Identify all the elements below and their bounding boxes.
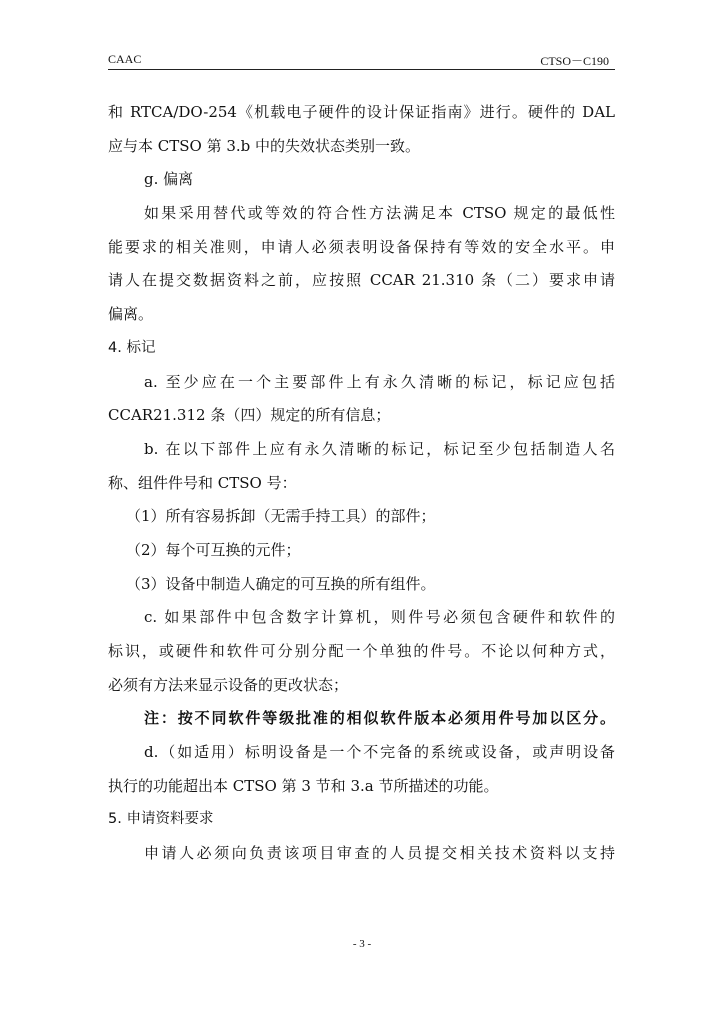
section-heading-application-data: 5. 申请资料要求 — [108, 811, 214, 828]
page-number: - 3 - — [352, 938, 372, 950]
section-heading-marking: 4. 标记 — [108, 339, 156, 356]
body-line: 必须有方法来显示设备的更改状态； — [108, 675, 349, 694]
body-line: c. 如果部件中包含数字计算机，则件号必须包含硬件和软件的 — [144, 608, 615, 627]
header-doc-id: CTSO－C190 — [540, 54, 609, 68]
body-line: 能要求的相关准则，申请人必须表明设备保持有等效的安全水平。申 — [108, 237, 615, 256]
body-line: 申请人必须向负责该项目审查的人员提交相关技术资料以支持 — [144, 844, 615, 863]
body-line: d.（如适用）标明设备是一个不完备的系统或设备，或声明设备 — [144, 743, 615, 762]
list-item: （3）设备中制造人确定的可互换的所有组件。 — [126, 574, 436, 593]
body-line: 偏离。 — [108, 305, 154, 324]
body-line: 应与本 CTSO 第 3.b 中的失效状态类别一致。 — [108, 136, 421, 155]
body-line: CCAR21.312 条（四）规定的所有信息； — [108, 406, 391, 425]
note-line: 注：按不同软件等级批准的相似软件版本必须用件号加以区分。 — [144, 709, 615, 728]
body-line: 和 RTCA/DO-254《机载电子硬件的设计保证指南》进行。硬件的 DAL — [108, 103, 615, 121]
header-org-label: CAAC — [108, 52, 142, 66]
body-line: 请人在提交数据资料之前，应按照 CCAR 21.310 条（二）要求申请 — [108, 271, 615, 290]
page-header — [108, 52, 615, 68]
body-line: 称、组件件号和 CTSO 号： — [108, 473, 297, 492]
list-item: （1）所有容易拆卸（无需手持工具）的部件； — [126, 507, 436, 526]
body-line: 标识，或硬件和软件可分别分配一个单独的件号。不论以何种方式， — [108, 642, 615, 660]
body-line: a. 至少应在一个主要部件上有永久清晰的标记，标记应包括 — [144, 372, 615, 391]
body-line: 如果采用替代或等效的符合性方法满足本 CTSO 规定的最低性 — [144, 204, 615, 223]
subsection-heading-deviation: g. 偏离 — [144, 170, 194, 189]
header-divider — [108, 69, 615, 70]
body-line: 执行的功能超出本 CTSO 第 3 节和 3.a 节所描述的功能。 — [108, 776, 499, 795]
document-body — [108, 96, 615, 871]
list-item: （2）每个可互换的元件； — [126, 540, 301, 559]
body-line: b. 在以下部件上应有永久清晰的标记，标记至少包括制造人名 — [144, 439, 615, 458]
